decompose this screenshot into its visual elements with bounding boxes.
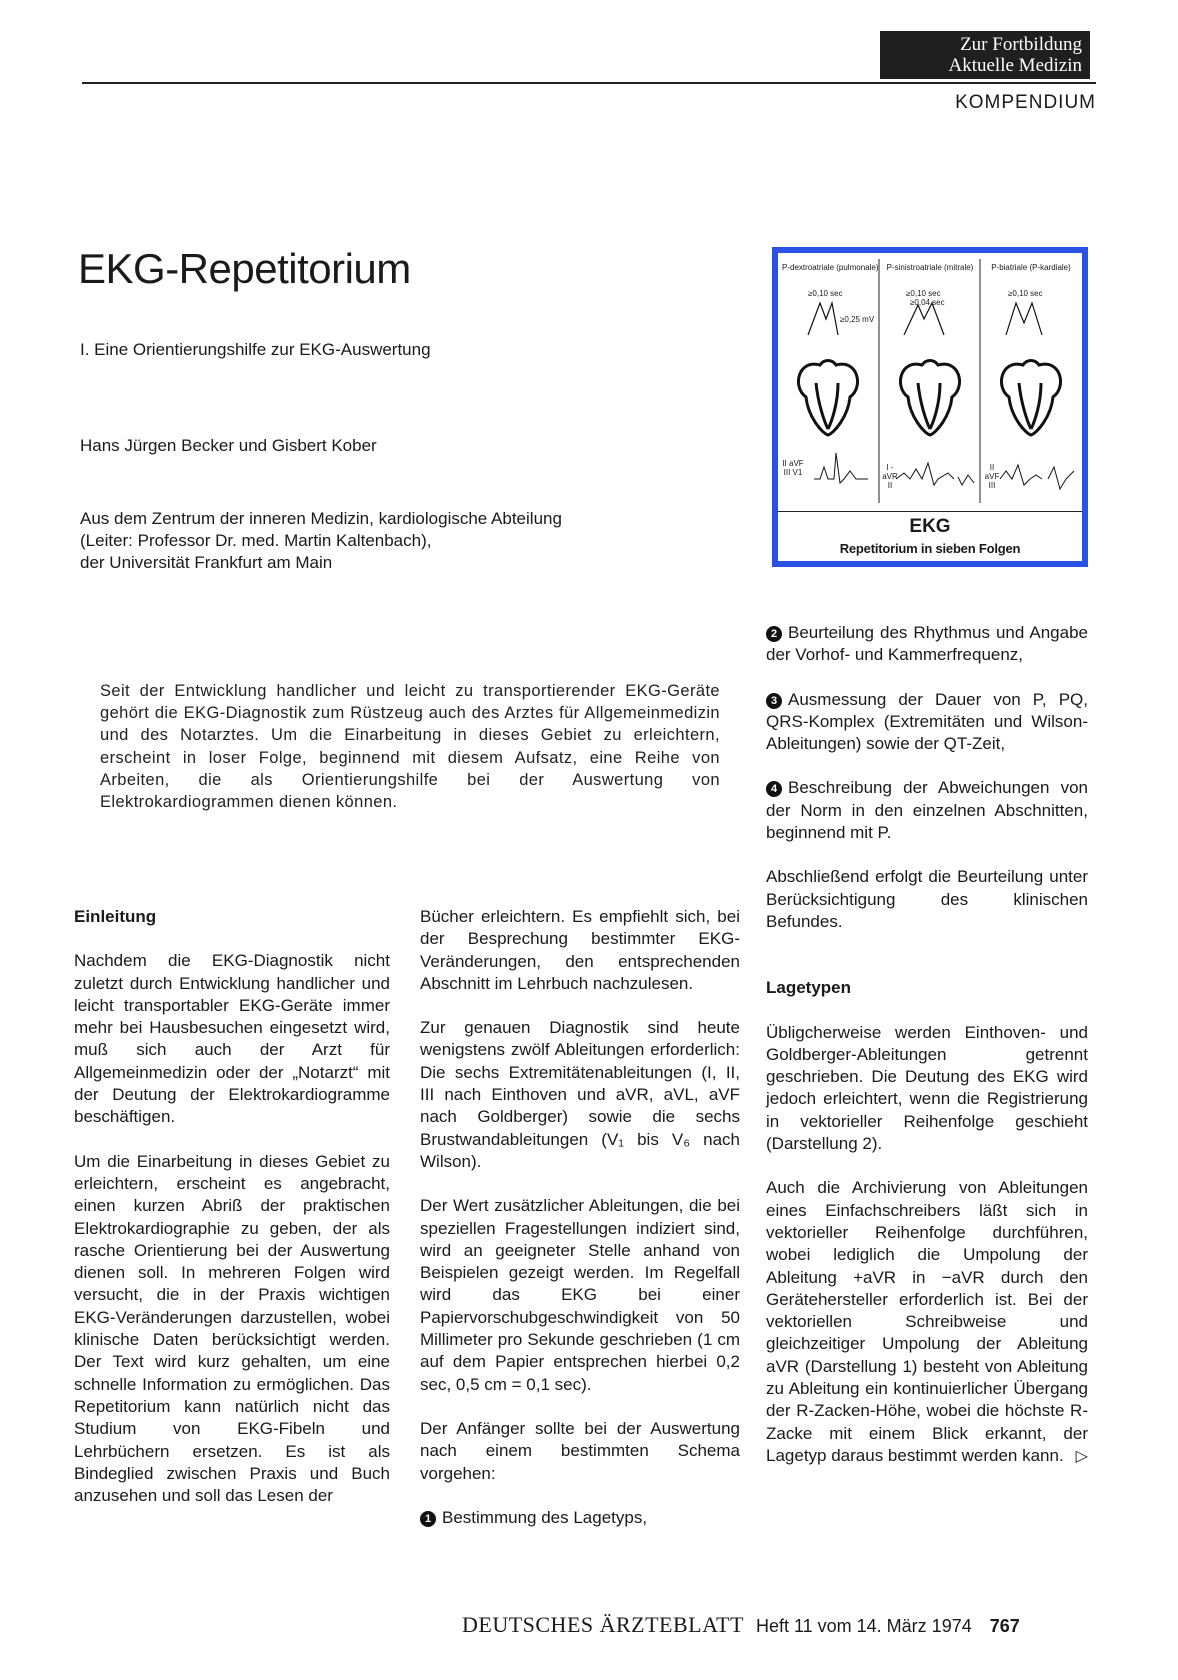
section-heading: Lagetypen	[766, 978, 852, 998]
timing-label: ≥0,25 mV	[840, 315, 875, 324]
timing-label: ≥0,10 sec	[906, 289, 941, 298]
badge-line-1: Zur Fortbildung	[960, 34, 1082, 55]
paragraph-text: Auch die Archivierung von Ableitungen eines Einfachschreibers läßt sich in vektorieller Reihenfolge durchführen, wobei lediglich die Umpolung der Ableitung +aVR in −aVR durch den Gerätehersteller erforderlich ist. Bei der vektoriellen Schreibweise und gleichzeitiger Umpolung der Ableitung aVR (Darstellung 1) besteht von Ableitung zu Ableitung ein kontinuierlicher Übergang der R-Zacken-Höhe, wobei die höchste R-Zacke mit einem Blick erkannt, der Lagetyp daraus bestimmt werden kann.	[766, 1178, 1088, 1465]
number-badge: 2	[766, 626, 782, 642]
page-footer	[462, 1612, 1020, 1638]
panel-label: P-biatriale (P-kardiale)	[991, 263, 1071, 272]
body-column-2	[420, 906, 740, 1551]
ekg-trace	[1048, 467, 1074, 489]
article-abstract: Seit der Entwicklung handlicher und leicht zu transportierender EKG-Geräte gehört die EKG-Diagnostik zum Rüstzeug auch des Arztes für Allgemeinmedizin und des Notarztes. Um die Einarbeitung in dieses Gebiet zu erleichtern, erscheint in loser Folge, beginnend mit diesem Aufsatz, eine Reihe von Arbeiten, die als Orientierungshilfe bei der Auswertung von Elektrokardiogrammen dienen können.	[100, 682, 720, 812]
body-column-1	[74, 906, 390, 1529]
panel-label: P-sinistroatriale (mitrale)	[886, 263, 974, 272]
paragraph: Der Wert zusätzlicher Ableitungen, die bei speziellen Fragestellungen indiziert sind, wird an geeigneter Stelle anhand von Beispielen gezeigt werden. Im Regelfall wird das EKG bei einer Papiervorschubgeschwindigkeit von 50 Millimeter pro Sekunde geschrieben (1 cm auf dem Papier entsprechen hierbei 0,2 sec, 0,5 cm = 0,1 sec).	[420, 1196, 740, 1394]
article-subtitle: I. Eine Orientierungshilfe zur EKG-Auswertung	[80, 340, 431, 359]
p-wave-dextroatriale	[808, 303, 838, 335]
article-authors: Hans Jürgen Becker und Gisbert Kober	[80, 436, 377, 455]
paragraph: Um die Einarbeitung in dieses Gebiet zu erleichtern, erscheint es angebracht, einen kurzen Abriß der praktischen Elektrokardiographie zu geben, der als rasche Orientierung bei der Auswertung dienen soll. In mehreren Folgen wird versucht, die in der Praxis wichtigen EKG-Veränderungen darzustellen, wobei klinische Daten berücksichtigt werden. Der Text wird kurz gehalten, um eine schnelle Information zu ermöglichen. Das Repetitorium kann natürlich nicht das Studium von EKG-Fibeln und Lehrbüchern ersetzen. Es ist als Bindeglied zwischen Praxis und Buch anzusehen und soll das Lesen der	[74, 1151, 390, 1506]
issue-info: Heft 11 vom 14. März 1974	[755, 1616, 972, 1636]
ekg-trace	[1000, 465, 1042, 485]
lead-label: II aVF III V1	[782, 459, 804, 477]
list-item	[766, 622, 1088, 667]
paragraph: Der Anfänger sollte bei der Auswertung nach einem bestimmten Schema vorgehen:	[420, 1418, 740, 1483]
p-wave-sinistroatriale	[904, 303, 944, 335]
section-heading: Einleitung	[74, 907, 157, 926]
heart-diagram	[900, 361, 959, 436]
cover-separator	[778, 511, 1082, 512]
list-item-text: Beschreibung der Abweichungen von der Norm in den einzelnen Abschnitten, beginnend mit P.	[766, 778, 1088, 843]
p-wave-biatriale	[1006, 303, 1042, 335]
ekg-trace	[958, 475, 974, 485]
header-rule	[82, 82, 1096, 84]
body-column-3	[766, 622, 1088, 1490]
timing-label: ≥0,10 sec	[1008, 289, 1043, 298]
page-number: 767	[989, 1616, 1020, 1636]
series-cover-figure	[772, 247, 1088, 567]
paragraph: Abschließend erfolgt die Beurteilung unter Berücksichtigung des klinischen Befundes.	[766, 867, 1088, 931]
list-item-text: Ausmessung der Dauer von P, PQ, QRS-Komplex (Extremitäten und Wilson-Ableitungen) sowie der QT-Zeit,	[766, 689, 1088, 754]
list-item-text: Bestimmung des Lagetyps,	[442, 1507, 648, 1527]
continue-arrow-icon: ▷	[1075, 1447, 1088, 1465]
list-item-text: Beurteilung des Rhythmus und Angabe der Vorhof- und Kammerfrequenz,	[766, 623, 1088, 665]
section-badge	[880, 31, 1090, 79]
paragraph: Zur genauen Diagnostik sind heute wenigstens zwölf Ableitungen erforderlich: Die sechs Extremitätenableitungen (I, II, III nach Einthoven und aVR, aVL, aVF nach Goldberger) sowie die sechs Brustwandableitungen (V₁ bis V₆ nach Wilson).	[420, 1018, 740, 1171]
cover-subtitle: Repetitorium in sieben Folgen	[839, 541, 1021, 556]
paragraph	[766, 1177, 1088, 1468]
timing-label: ≥0,10 sec	[808, 289, 843, 298]
list-item	[766, 777, 1088, 844]
lead-label: II aVF III	[984, 463, 1000, 490]
affiliation-line: Aus dem Zentrum der inneren Medizin, kardiologische Abteilung	[80, 509, 562, 528]
lead-label: I -aVR II	[882, 463, 898, 490]
number-badge: 3	[766, 693, 782, 709]
section-label: KOMPENDIUM	[955, 92, 1096, 113]
ekg-trace	[814, 453, 868, 483]
article-title: EKG-Repetitorium	[78, 245, 411, 292]
heart-diagram	[1001, 361, 1060, 436]
panel-label: P-dextroatriale (pulmonale)	[782, 263, 879, 272]
number-badge: 1	[420, 1511, 436, 1527]
affiliation-line: (Leiter: Professor Dr. med. Martin Kaltenbach),	[80, 531, 432, 550]
paragraph: Bücher erleichtern. Es empfiehlt sich, bei der Besprechung bestimmter EKG-Veränderungen, den entsprechenden Abschnitt im Lehrbuch nachzulesen.	[420, 907, 740, 993]
cover-title: EKG	[909, 516, 951, 537]
article-affiliation	[80, 508, 562, 574]
badge-line-2: Aktuelle Medizin	[948, 55, 1082, 76]
timing-label: ≥0,04 sec	[910, 298, 945, 307]
affiliation-line: der Universität Frankfurt am Main	[80, 553, 333, 572]
list-item	[766, 689, 1088, 756]
ekg-trace	[896, 463, 954, 485]
journal-name: DEUTSCHES ÄRZTEBLATT	[462, 1612, 744, 1637]
heart-diagram	[798, 361, 857, 436]
list-item	[420, 1507, 740, 1529]
paragraph: Nachdem die EKG-Diagnostik nicht zuletzt durch Entwicklung handlicher und leicht transportabler EKG-Geräte immer mehr bei Hausbesuchen eingesetzt wird, muß sich auch der Arzt für Allgemeinmedizin oder der „Notarzt“ mit der Deutung der Elektrokardiogramme beschäftigen.	[74, 951, 390, 1127]
number-badge: 4	[766, 781, 782, 797]
paragraph: Übligcherweise werden Einthoven- und Goldberger-Ableitungen getrennt geschrieben. Die Deutung des EKG wird jedoch erleichtert, wenn die Registrierung in vektorieller Reihenfolge geschieht (Darstellung 2).	[766, 1022, 1088, 1154]
